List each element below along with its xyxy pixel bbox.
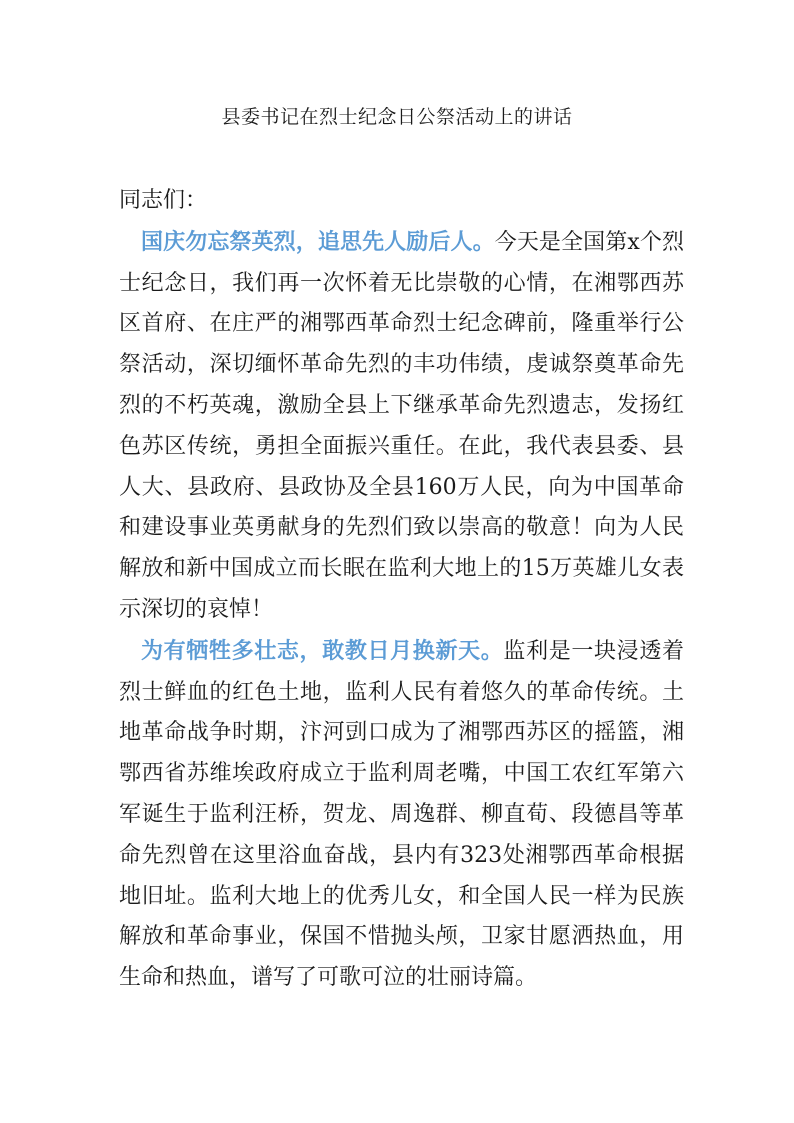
paragraph-1-text: 今天是全国第x个烈士纪念日，我们再一次怀着无比崇敬的心情，在湘鄂西苏区首府、在庄严的湘鄂西革命烈士纪念碑前，隆重举行公祭活动，深切缅怀革命先烈的丰功伟绩，虔诚祭奠革命先烈的不朽英魂，激励全县上下继承革命先烈遗志，发扬红色苏区传统，勇担全面振兴重任。在此，我代表县委、县人大、县政府、县政协及全县160万人民，向为中国革命和建设事业英勇献身的先烈们致以崇高的敬意！向为人民解放和新中国成立而长眠在监利大地上的15万英雄儿女表示深切的哀悼！ [119,229,684,622]
paragraph-2 [119,631,684,999]
document-title: 县委书记在烈士纪念日公祭活动上的讲话 [221,106,573,128]
paragraph-1-lead: 国庆勿忘祭英烈，追思先人励后人。 [141,228,495,255]
greeting: 同志们： [119,188,208,213]
paragraph-2-text: 监利是一块浸透着烈士鲜血的红色土地，监利人民有着悠久的革命传统。土地革命战争时期，汴河剅口成为了湘鄂西苏区的摇篮，湘鄂西省苏维埃政府成立于监利周老嘴，中国工农红军第六军诞生于监利汪桥，贺龙、周逸群、柳直荀、段德昌等革命先烈曾在这里浴血奋战，县内有323处湘鄂西革命根据地旧址。监利大地上的优秀儿女，和全国人民一样为民族解放和革命事业，保国不惜抛头颅，卫家甘愿洒热血，用生命和热血，谱写了可歌可泣的壮丽诗篇。 [119,638,684,991]
paragraph-1 [119,222,684,631]
document-body [119,181,684,999]
paragraph-2-lead: 为有牺牲多壮志，敢教日月换新天。 [141,637,504,664]
